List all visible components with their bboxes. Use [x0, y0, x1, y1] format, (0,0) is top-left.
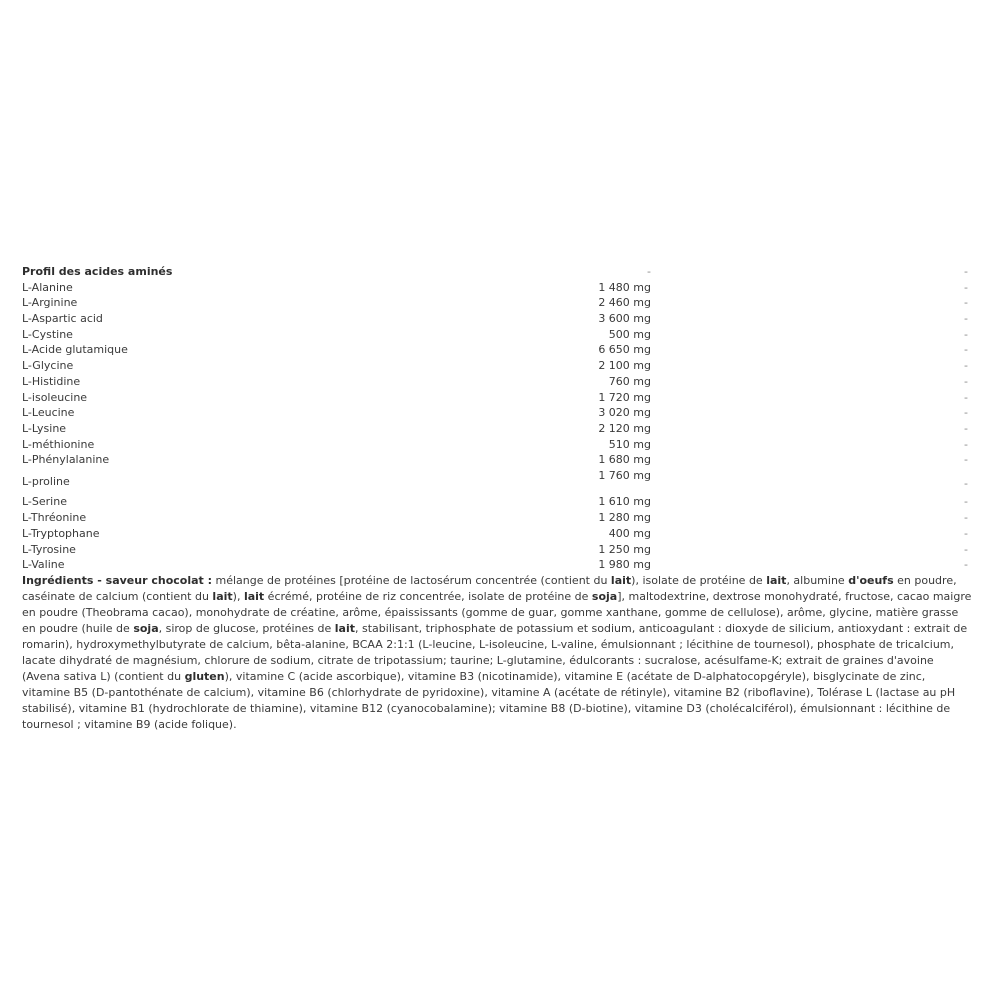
amino-acid-dash: - [964, 343, 968, 357]
amino-acid-quantity: 1 980 mg [598, 558, 651, 572]
allergen-text: lait [334, 622, 355, 635]
amino-acid-dash: - [964, 374, 968, 388]
amino-acid-quantity: 1 250 mg [598, 542, 651, 556]
allergen-text: lait [243, 590, 265, 603]
ingredient-text: écrémé, protéine de riz concentrée, isolate de protéine de [264, 590, 592, 603]
amino-acid-dash: - [964, 542, 968, 556]
amino-acid-dash: - [964, 526, 968, 540]
ingredient-text: , sirop de glucose, protéines de [158, 622, 335, 635]
amino-acid-name: L-Valine [22, 558, 65, 572]
amino-acid-quantity: 500 mg [608, 327, 651, 341]
table-row [22, 494, 968, 510]
allergen-text: lait [212, 590, 233, 603]
amino-acid-quantity: 400 mg [608, 526, 651, 540]
amino-acid-name: L-Lysine [22, 421, 67, 435]
amino-acid-dash: - [964, 511, 968, 525]
table-row [22, 280, 968, 296]
ingredients-lead: Ingrédients - saveur chocolat : [22, 574, 213, 587]
amino-acid-name: L-Acide glutamique [22, 343, 128, 357]
table-row [22, 526, 968, 542]
allergen-text: soja [133, 622, 159, 635]
amino-acid-name: L-isoleucine [22, 390, 88, 404]
table-row [22, 557, 968, 573]
table-title: Profil des acides aminés [22, 265, 173, 278]
amino-acid-name: L-Tyrosine [22, 542, 76, 556]
table-row [22, 374, 968, 390]
amino-acid-quantity: 1 760 mg [598, 468, 651, 482]
amino-acid-dash: - [964, 390, 968, 404]
amino-acid-name: L-proline [22, 474, 70, 488]
table-header-row [22, 264, 968, 280]
amino-acid-dash: - [964, 312, 968, 326]
table-row [22, 510, 968, 526]
amino-acid-quantity: 1 680 mg [598, 453, 651, 467]
table-row [22, 295, 968, 311]
allergen-text: soja [591, 590, 618, 603]
amino-acid-name: L-Cystine [22, 327, 73, 341]
amino-acid-name: L-Thréonine [22, 511, 87, 525]
ingredients-paragraph [22, 573, 972, 733]
header-qty: - [647, 265, 651, 278]
ingredient-text: mélange de protéines [protéine de lactosérum concentrée (contient du [212, 574, 611, 587]
allergen-text: gluten [184, 670, 225, 683]
table-row [22, 468, 968, 495]
amino-acid-name: L-Tryptophane [22, 526, 100, 540]
amino-acid-dash: - [964, 421, 968, 435]
amino-acid-dash: - [964, 495, 968, 509]
amino-acid-name: L-Histidine [22, 374, 81, 388]
ingredient-text: ), [232, 590, 244, 603]
table-row [22, 358, 968, 374]
table-row [22, 327, 968, 343]
amino-acid-dash: - [964, 406, 968, 420]
table-row [22, 390, 968, 406]
amino-acid-name: L-Leucine [22, 406, 75, 420]
amino-acid-name: L-Alanine [22, 280, 73, 294]
amino-acid-dash: - [964, 558, 968, 572]
allergen-text: lait [766, 574, 787, 587]
allergen-text: d'oeufs [848, 574, 894, 587]
table-row [22, 405, 968, 421]
amino-acid-name: L-Aspartic acid [22, 312, 103, 326]
amino-acid-name: L-méthionine [22, 437, 95, 451]
amino-acid-quantity: 1 610 mg [598, 495, 651, 509]
amino-acid-quantity: 3 600 mg [598, 312, 651, 326]
amino-acid-quantity: 2 100 mg [598, 359, 651, 373]
amino-acid-quantity: 1 280 mg [598, 511, 651, 525]
allergen-text: lait [610, 574, 632, 587]
table-rows [22, 280, 968, 573]
table-row [22, 311, 968, 327]
ingredient-text: ], maltodextrine, dextrose monohydraté, fructose, cacao maigre en poudre (Theobrama cacao), monohydrate de créatine, arôme, épaississants (gomme de guar, gomme xanthane, gomme de cellulose), arôme, glycine, matière grasse en poudre (huile de [22, 590, 972, 635]
amino-acid-quantity: 760 mg [608, 374, 651, 388]
amino-acid-quantity: 510 mg [608, 437, 651, 451]
ingredient-text: , stabilisant, triphosphate de potassium et sodium, anticoagulant : dioxyde de silicium, antioxydant : extrait de romarin), hydroxymethylbutyrate de calcium, bêta-alanine, BCAA 2:1:1 (L-leucine, L-isoleucine, L-valine, émulsionnant ; lécithine de tournesol), phosphate de tricalcium, lacate dihydraté de magnésium, chlorure de sodium, citrate de tripotassium; taurine; L-glutamine, édulcorants : sucralose, acésulfame-K; extrait de graines d'avoine (Avena sativa L) (contient du [22, 622, 968, 683]
amino-acid-quantity: 1 480 mg [598, 280, 651, 294]
amino-acid-quantity: 2 120 mg [598, 421, 651, 435]
amino-acid-dash: - [964, 476, 968, 490]
amino-acid-table [22, 264, 968, 573]
amino-acid-quantity: 3 020 mg [598, 406, 651, 420]
amino-acid-name: L-Arginine [22, 296, 78, 310]
amino-acid-dash: - [964, 437, 968, 451]
ingredient-text: en poudre, caséinate de calcium (contient du [22, 574, 957, 603]
amino-acid-dash: - [964, 453, 968, 467]
header-dash: - [964, 265, 968, 278]
table-row [22, 421, 968, 437]
ingredients-body [22, 574, 971, 731]
table-row [22, 342, 968, 358]
amino-acid-name: L-Phénylalanine [22, 453, 110, 467]
amino-acid-dash: - [964, 327, 968, 341]
table-row [22, 437, 968, 453]
table-row [22, 542, 968, 558]
amino-acid-quantity: 2 460 mg [598, 296, 651, 310]
ingredient-text: , albumine [786, 574, 849, 587]
amino-acid-dash: - [964, 280, 968, 294]
ingredient-text: ), isolate de protéine de [631, 574, 767, 587]
table-row [22, 452, 968, 468]
amino-acid-name: L-Glycine [22, 359, 74, 373]
amino-acid-dash: - [964, 296, 968, 310]
amino-acid-quantity: 6 650 mg [598, 343, 651, 357]
ingredient-text: ), vitamine C (acide ascorbique), vitamine B3 (nicotinamide), vitamine E (acétate de D-alphatocopgéryle), bisglycinate de zinc, vitamine B5 (D-pantothénate de calcium), vitamine B6 (chlorhydrate de pyridoxine), vitamine A (acétate de rétinyle), vitamine B2 (riboflavine), Tolérase L (lactase au pH stabilisé), vitamine B1 (hydrochlorate de thiamine), vitamine B12 (cyanocobalamine); vitamine B8 (D-biotine), vitamine D3 (cholécalciférol), émulsionnant : lécithine de tournesol ; vitamine B9 (acide folique). [22, 670, 956, 731]
amino-acid-dash: - [964, 359, 968, 373]
amino-acid-name: L-Serine [22, 495, 67, 509]
amino-acid-quantity: 1 720 mg [598, 390, 651, 404]
